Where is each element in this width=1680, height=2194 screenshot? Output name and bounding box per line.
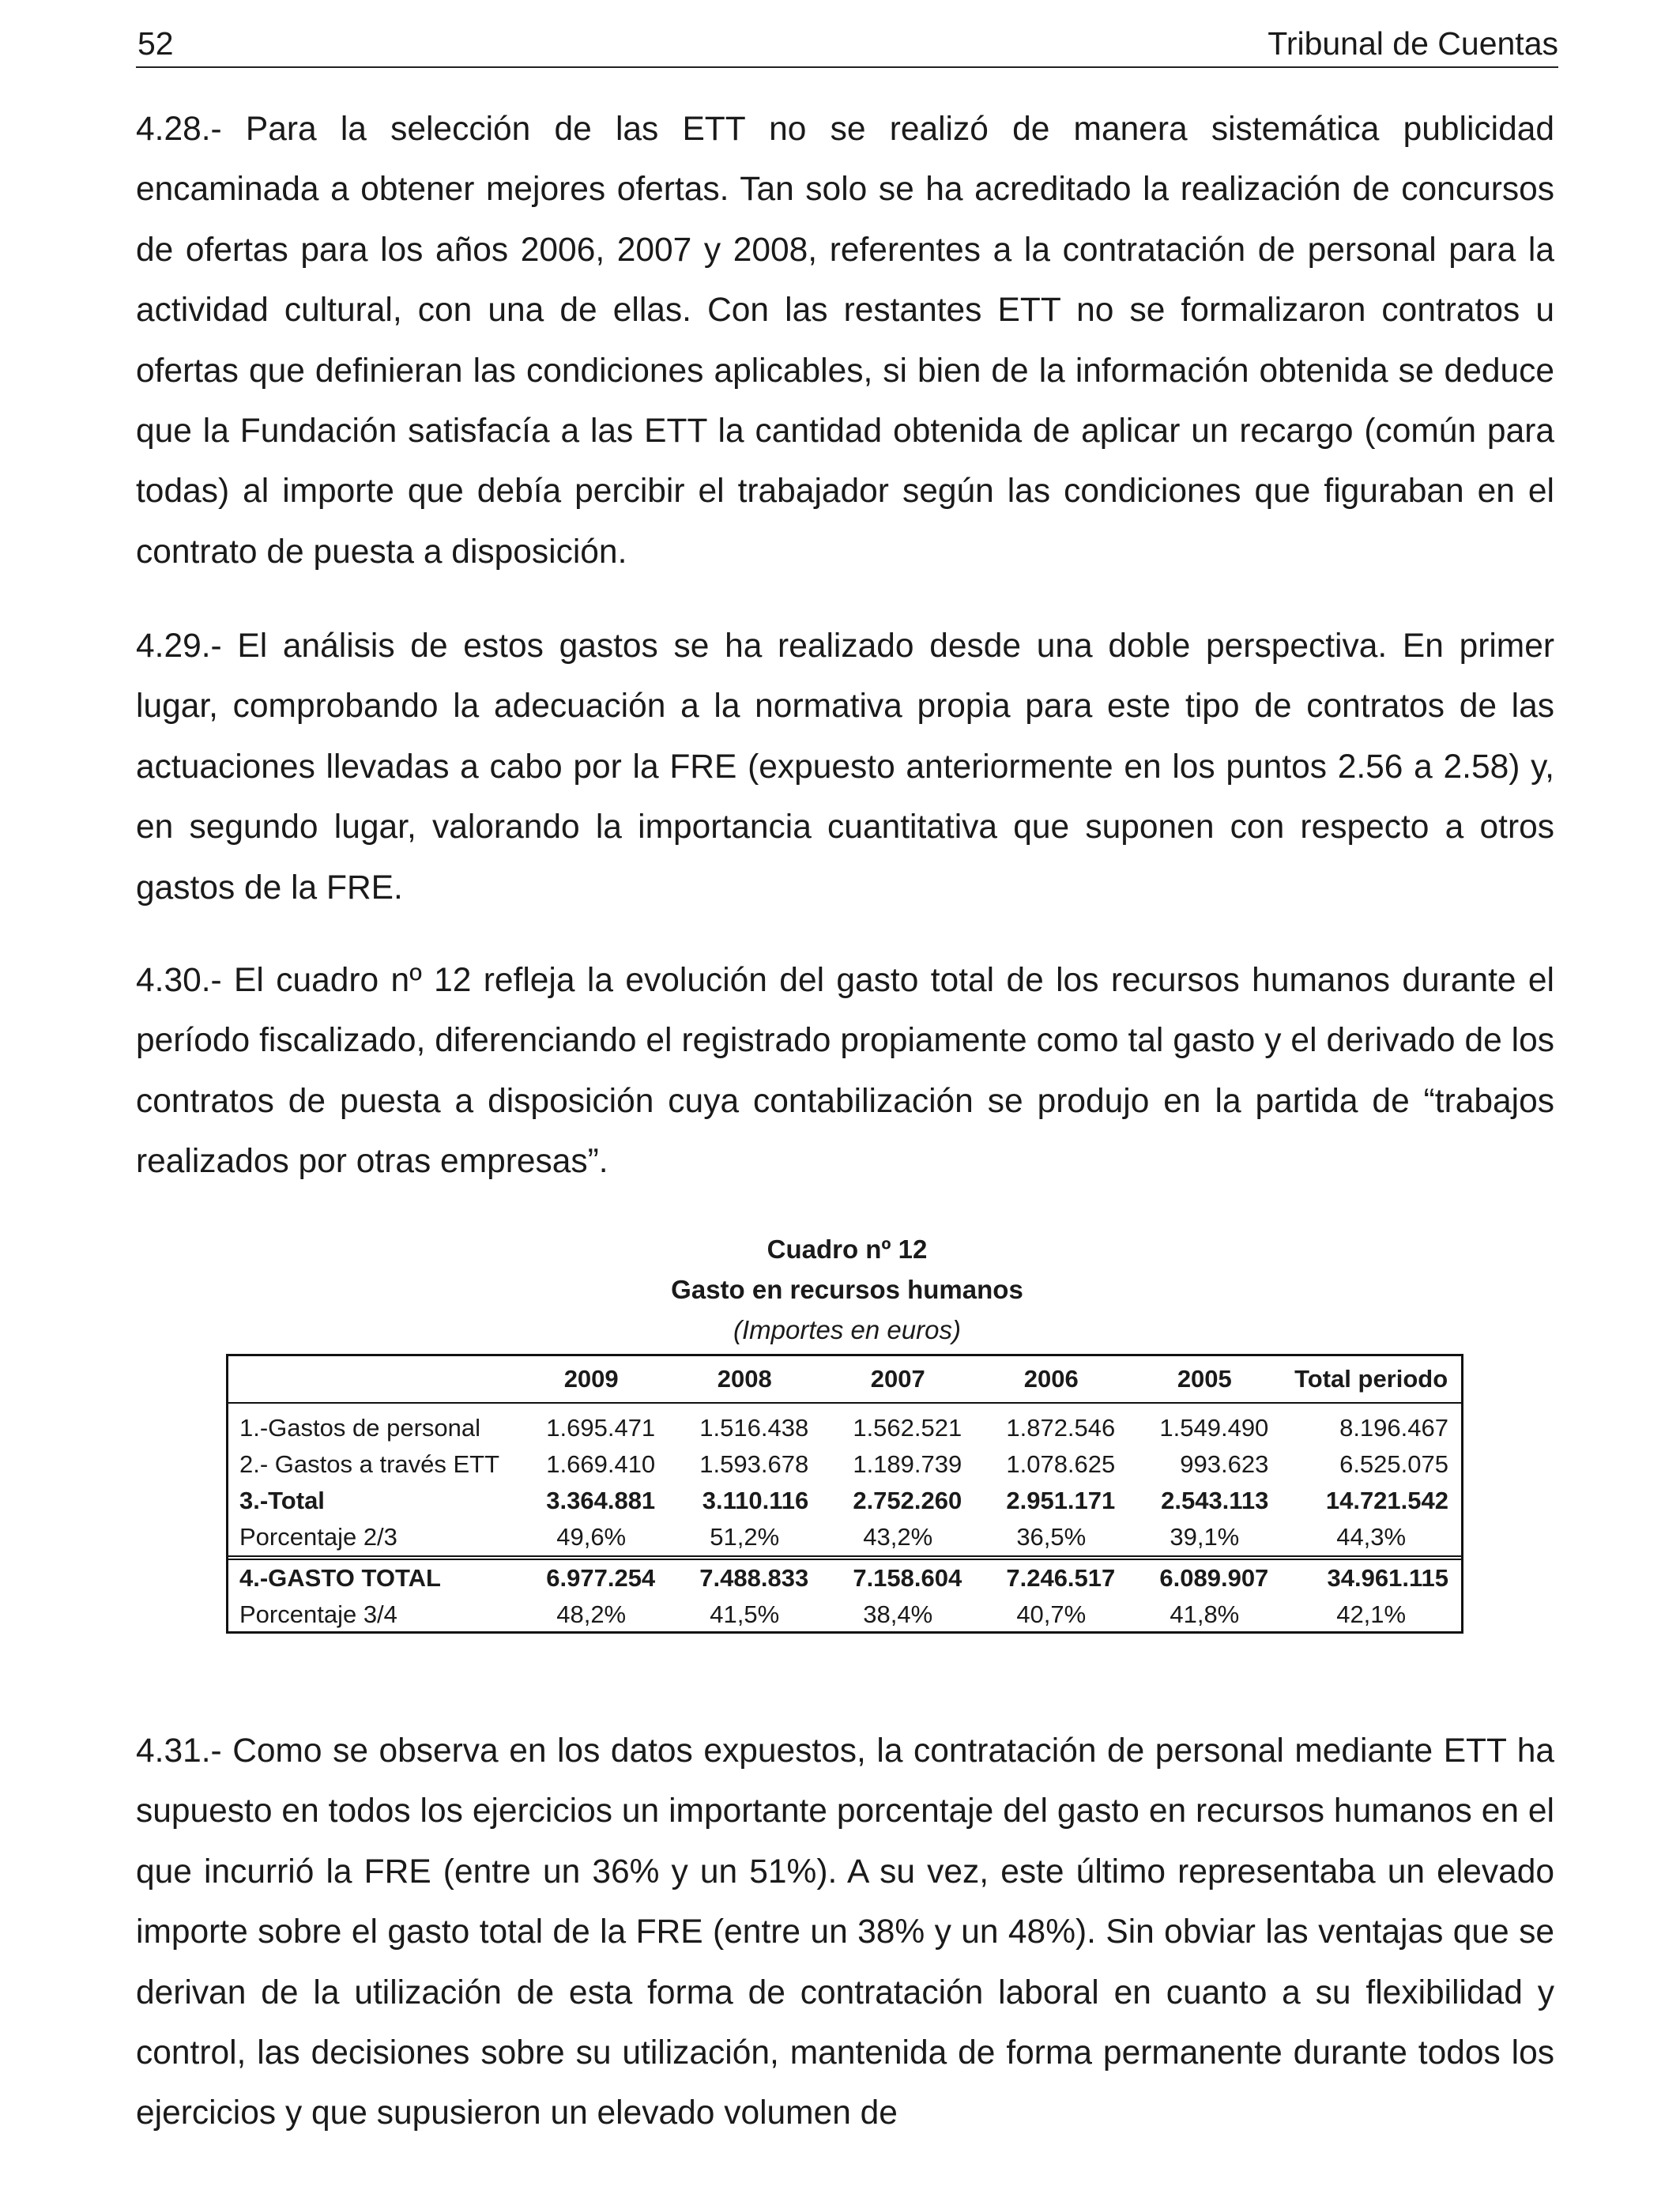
table-row bbox=[228, 1519, 1461, 1558]
table-cell: 8.196.467 bbox=[1339, 1414, 1448, 1442]
table-header-row bbox=[228, 1356, 1461, 1403]
table-header-cell: 2007 bbox=[821, 1356, 974, 1403]
table-header-cell: 2005 bbox=[1128, 1356, 1281, 1403]
table-cell: 38,4% bbox=[863, 1600, 933, 1628]
table-cell: 41,5% bbox=[710, 1600, 780, 1628]
table-header-cell bbox=[228, 1356, 514, 1403]
table-cell: 14.721.542 bbox=[1325, 1487, 1448, 1514]
row-label: 2.- Gastos a través ETT bbox=[239, 1450, 500, 1478]
row-label: Porcentaje 3/4 bbox=[239, 1600, 397, 1628]
table-cell: 34.961.115 bbox=[1281, 1558, 1461, 1596]
table-cell: 41,8% bbox=[1170, 1600, 1240, 1628]
table-cell: 1.562.521 bbox=[853, 1414, 962, 1442]
table-cell: 40,7% bbox=[1016, 1600, 1087, 1628]
paragraph-4-28: 4.28.- Para la selección de las ETT no se realizó de manera sistemática publicidad encaminada a obtener mejores ofertas. Tan solo se ha acreditado la realización de concursos de ofertas para los años 2006, 2007 y 2008, referentes a la contratación de personal para la actividad cultural, con una de ellas. Con las restantes ETT no se formalizaron contratos u ofertas que definieran las condiciones aplicables, si bien de la información obtenida se deduce que la Fundación satisfacía a las ETT la cantidad obtenida de aplicar un recargo (común para todas) al importe que debía percibir el trabajador según las condiciones que figuraban en el contrato de puesta a disposición. bbox=[136, 111, 1554, 571]
table-cell: 6.525.075 bbox=[1339, 1450, 1448, 1478]
table-cell: 7.158.604 bbox=[821, 1558, 974, 1596]
table-header-cell: Total periodo bbox=[1281, 1356, 1461, 1403]
table-header-cell: 2008 bbox=[668, 1356, 821, 1403]
table-row bbox=[228, 1558, 1461, 1596]
row-label: 3.-Total bbox=[239, 1487, 325, 1514]
document-page bbox=[136, 0, 1558, 2194]
table-cell: 39,1% bbox=[1170, 1523, 1240, 1551]
paragraph-4-29: 4.29.- El análisis de estos gastos se ha realizado desde una doble perspectiva. En primer lugar, comprobando la adecuación a la normativa propia para este tipo de contratos de las actuaciones llevadas a cabo por la FRE (expuesto anteriormente en los puntos 2.56 a 2.58) y, en segundo lugar, valorando la importancia cuantitativa que suponen con respecto a otros gastos de la FRE. bbox=[136, 628, 1554, 907]
table-cell: 3.110.116 bbox=[702, 1487, 809, 1514]
table-cell: 49,6% bbox=[556, 1523, 627, 1551]
table-row bbox=[228, 1596, 1461, 1633]
table-cell: 1.516.438 bbox=[699, 1414, 809, 1442]
table-row bbox=[228, 1483, 1461, 1519]
table-cell: 1.189.739 bbox=[853, 1450, 962, 1478]
page-number: 52 bbox=[137, 25, 174, 62]
table-cell: 993.623 bbox=[1180, 1450, 1269, 1478]
table-cell: 48,2% bbox=[556, 1600, 627, 1628]
table-cell: 1.669.410 bbox=[546, 1450, 656, 1478]
table-cell: 1.695.471 bbox=[546, 1414, 656, 1442]
row-label: Porcentaje 2/3 bbox=[239, 1523, 397, 1551]
table-caption-number: Cuadro nº 12 bbox=[767, 1235, 928, 1264]
table-cell: 1.078.625 bbox=[1006, 1450, 1116, 1478]
expense-table bbox=[226, 1354, 1463, 1634]
table-cell: 6.089.907 bbox=[1128, 1558, 1281, 1596]
table-caption-title: Gasto en recursos humanos bbox=[671, 1275, 1023, 1304]
table-cell: 3.364.881 bbox=[546, 1487, 656, 1514]
table-cell: 1.549.490 bbox=[1159, 1414, 1269, 1442]
table-cell: 6.977.254 bbox=[514, 1558, 668, 1596]
table-row bbox=[228, 1446, 1461, 1483]
table-cell: 7.246.517 bbox=[974, 1558, 1128, 1596]
row-label: 4.-GASTO TOTAL bbox=[228, 1558, 514, 1596]
table-cell: 7.488.833 bbox=[668, 1558, 821, 1596]
table-cell: 43,2% bbox=[863, 1523, 933, 1551]
table-caption-units: (Importes en euros) bbox=[733, 1315, 961, 1344]
page-header bbox=[136, 24, 1558, 68]
table-cell: 44,3% bbox=[1336, 1523, 1407, 1551]
table-cell: 2.543.113 bbox=[1161, 1487, 1269, 1514]
table-cell: 42,1% bbox=[1336, 1600, 1407, 1628]
header-title: Tribunal de Cuentas bbox=[1268, 25, 1558, 62]
table-cell: 1.593.678 bbox=[699, 1450, 809, 1478]
table-cell: 36,5% bbox=[1016, 1523, 1087, 1551]
paragraph-4-30: 4.30.- El cuadro nº 12 refleja la evolución del gasto total de los recursos humanos durante el período fiscalizado, diferenciando el registrado propiamente como tal gasto y el derivado de los contratos de puesta a disposición cuya contabilización se produjo en la partida de “trabajos realizados por otras empresas”. bbox=[136, 962, 1554, 1181]
table-header-cell: 2009 bbox=[514, 1356, 668, 1403]
table-cell: 51,2% bbox=[710, 1523, 780, 1551]
table-cell: 2.752.260 bbox=[853, 1487, 962, 1514]
table-row bbox=[228, 1403, 1461, 1446]
table-header-cell: 2006 bbox=[974, 1356, 1128, 1403]
paragraph-4-31: 4.31.- Como se observa en los datos expuestos, la contratación de personal mediante ETT ha supuesto en todos los ejercicios un importante porcentaje del gasto en recursos humanos en el que incurrió la FRE (entre un 36% y un 51%). A su vez, este último representaba un elevado importe sobre el gasto total de la FRE (entre un 38% y un 48%). Sin obviar las ventajas que se derivan de la utilización de esta forma de contratación laboral en cuanto a su flexibilidad y control, las decisiones sobre su utilización, mantenida de forma permanente durante todos los ejercicios y que supusieron un elevado volumen de bbox=[136, 1732, 1554, 2132]
row-label: 1.-Gastos de personal bbox=[239, 1414, 481, 1442]
table-cell: 1.872.546 bbox=[1006, 1414, 1116, 1442]
table-cell: 2.951.171 bbox=[1006, 1487, 1116, 1514]
